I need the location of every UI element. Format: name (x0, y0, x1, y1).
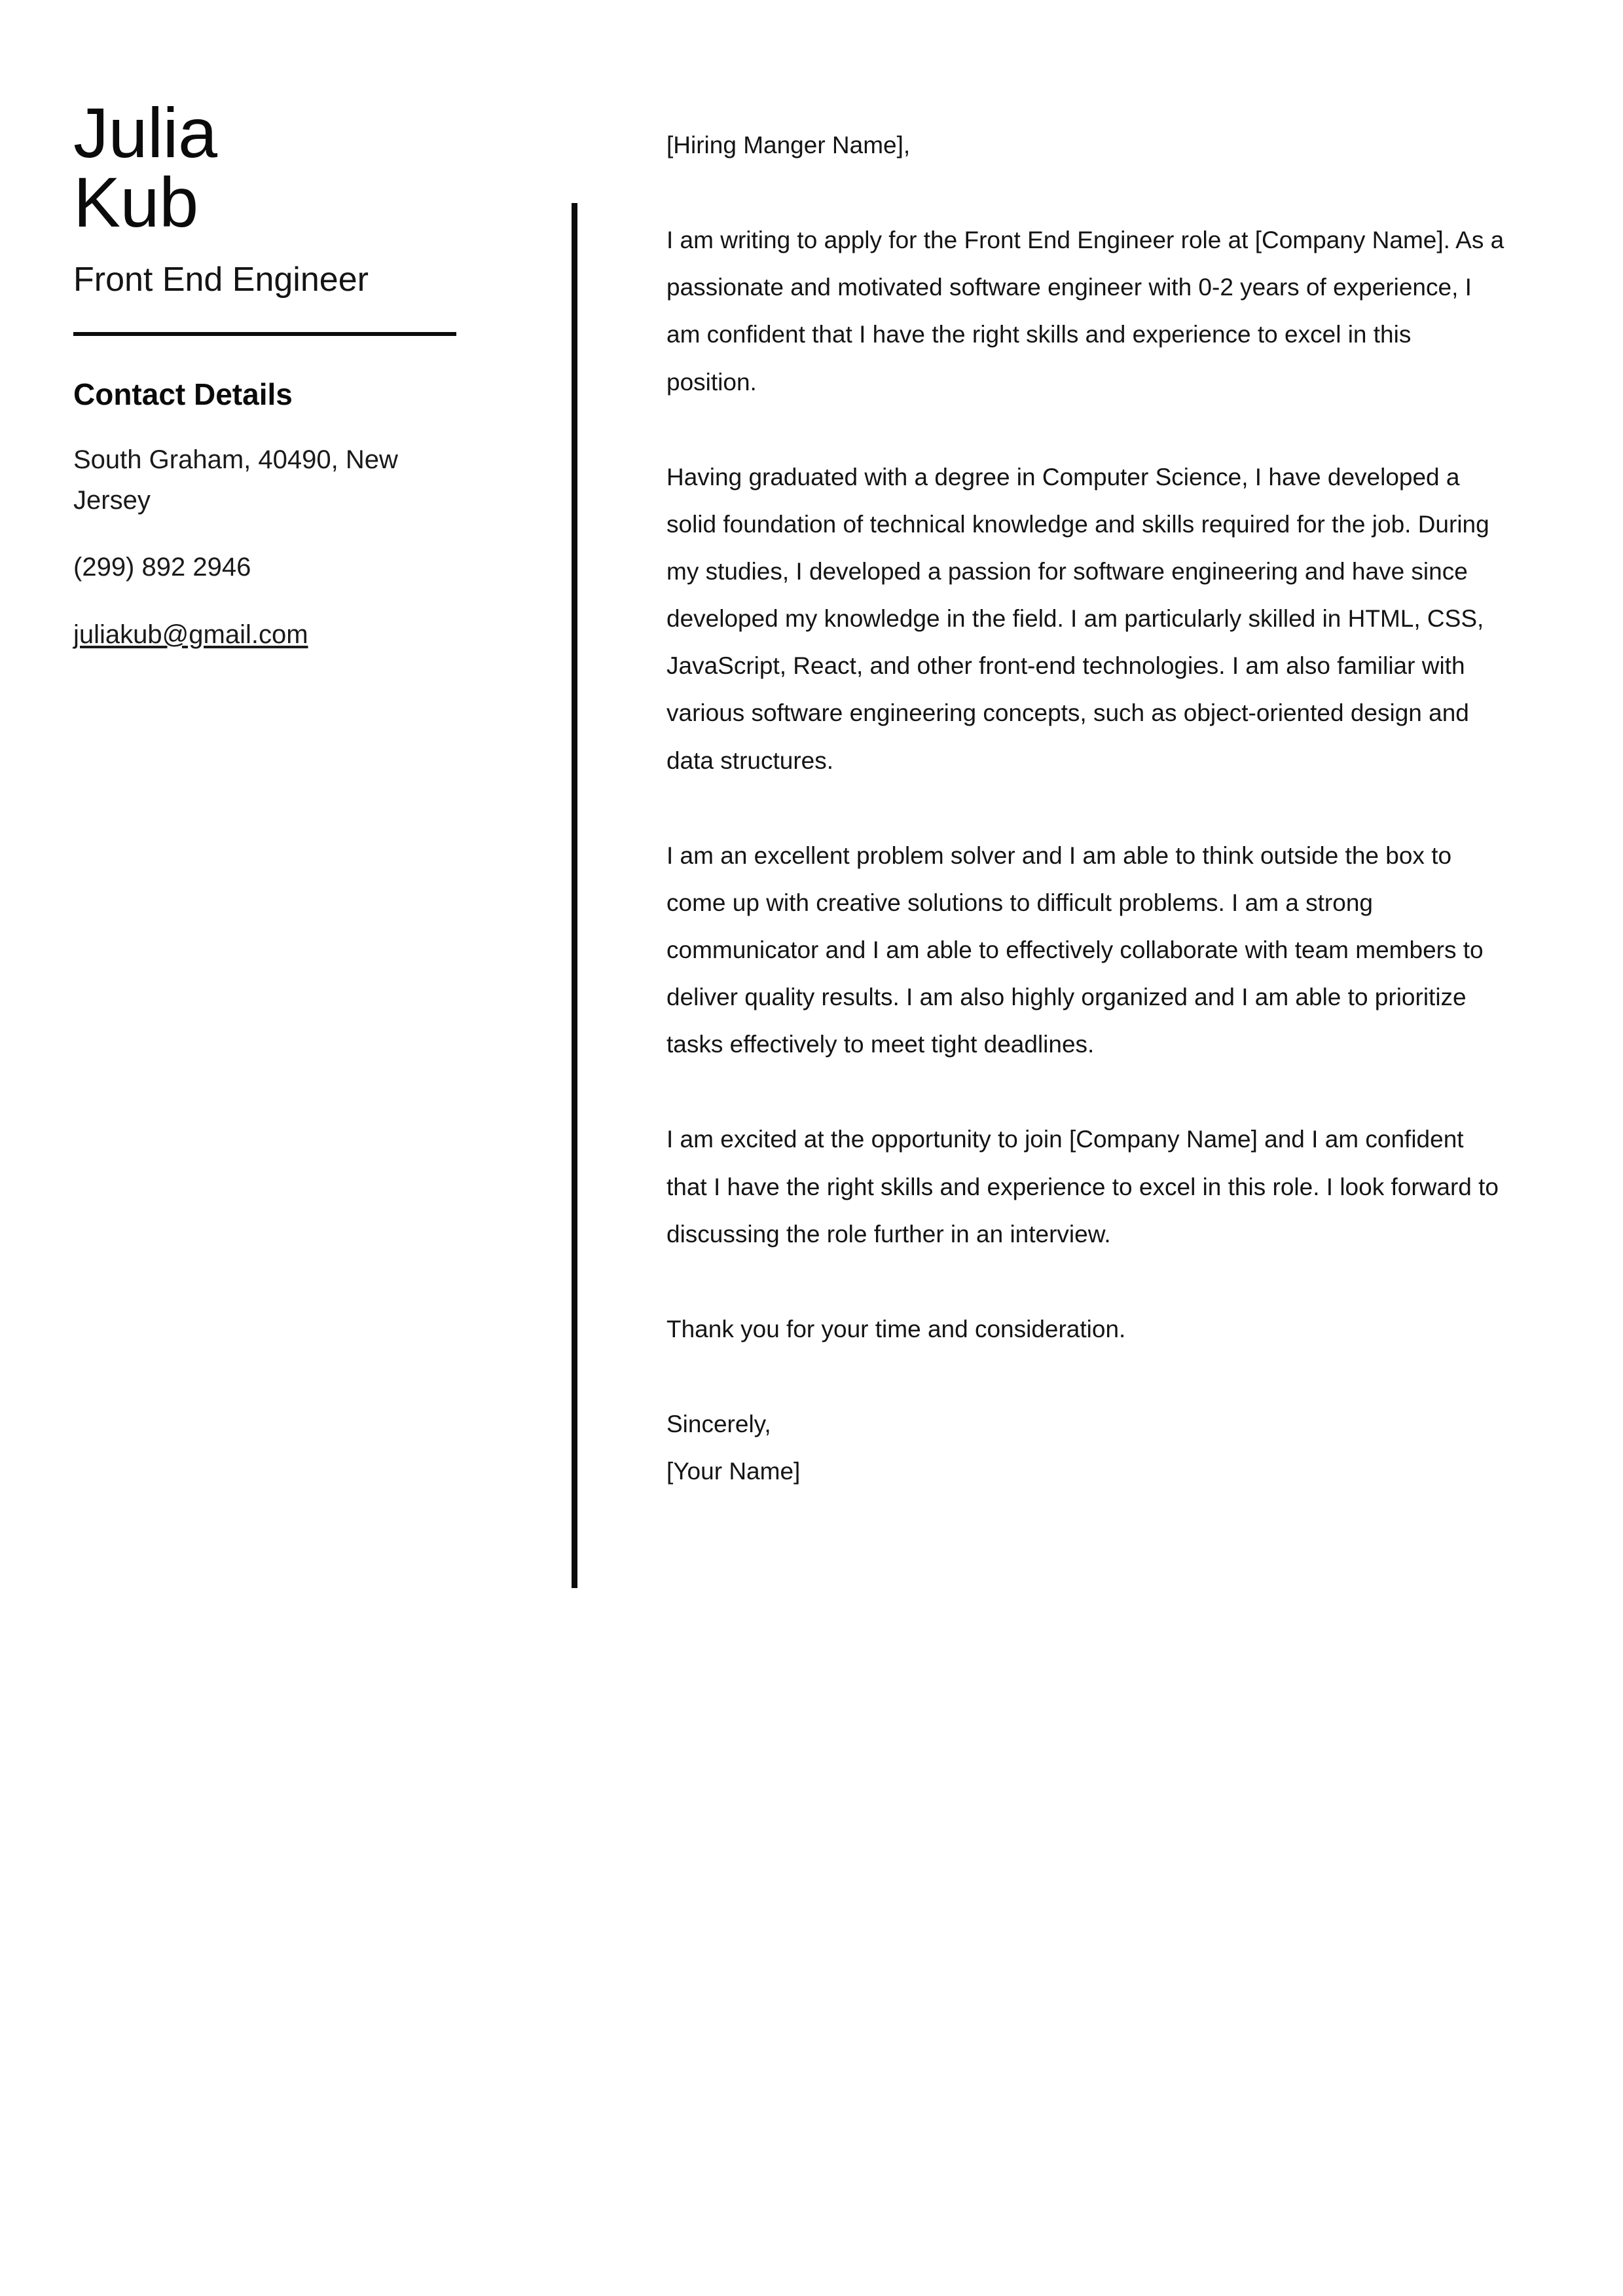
candidate-last-name: Kub (73, 162, 198, 242)
contact-email-link[interactable]: juliakub@gmail.com (73, 620, 308, 649)
candidate-first-name: Julia (73, 93, 217, 172)
candidate-job-title: Front End Engineer (73, 260, 369, 299)
letter-paragraph-1: I am writing to apply for the Front End Engineer role at [Company Name]. As a passionate and motivated software engineer with 0-2 years of experience, I am confident that I have the right skills and experience to excel in this position. (666, 227, 1504, 396)
vertical-divider-rule (572, 203, 577, 1588)
letter-body (666, 122, 1504, 1495)
sidebar (73, 93, 492, 655)
contact-email-item (73, 614, 466, 655)
contact-details-list (73, 439, 466, 656)
contact-phone: (299) 892 2946 (73, 553, 251, 582)
contact-address: South Graham, 40490, New Jersey (73, 445, 398, 515)
letter-signoff: Sincerely, (666, 1410, 771, 1437)
letter-paragraph-4: I am excited at the opportunity to join [Company Name] and I am confident that I have the right skills and experience to excel in this role. I look forward to discussing the role further in an interview. (666, 1126, 1499, 1248)
letter-thanks: Thank you for your time and consideration. (666, 1315, 1126, 1342)
letter-salutation: [Hiring Manger Name], (666, 132, 911, 158)
candidate-name (73, 93, 492, 242)
letter-paragraph-2: Having graduated with a degree in Computer Science, I have developed a solid foundation of technical knowledge and skills required for the job. During my studies, I developed a passion for software engineering and have since developed my knowledge in the field. I am particularly skilled in HTML, CSS, JavaScript, React, and other front-end technologies. I am also familiar with various software engineering concepts, such as object-oriented design and data structures. (666, 463, 1489, 774)
letter-signature-name: [Your Name] (666, 1458, 801, 1485)
letter-paragraph-3: I am an excellent problem solver and I am able to think outside the box to come up with creative solutions to difficult problems. I am a strong communicator and I am able to effectively collaborate with team members to deliver quality results. I am also highly organized and I am able to prioritize tasks effectively to meet tight deadlines. (666, 842, 1484, 1058)
contact-details-heading: Contact Details (73, 377, 293, 412)
sidebar-divider-rule (73, 332, 456, 336)
letter-closing (666, 1401, 1504, 1495)
